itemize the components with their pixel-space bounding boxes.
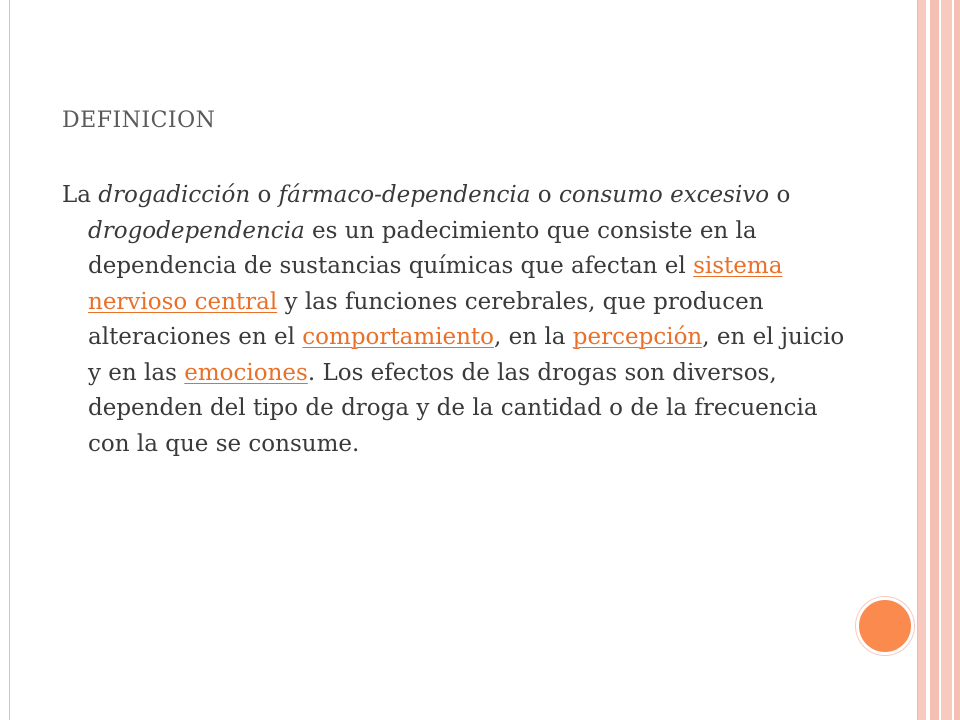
body-text-segment: es un padecimiento que consiste en la dependencia de sustancias químicas que afectan el xyxy=(88,217,757,279)
body-text-segment: o xyxy=(769,182,791,208)
body-text-segment: o xyxy=(250,182,279,208)
term-farmaco-dependencia: fármaco-dependencia xyxy=(278,182,531,208)
link-emociones[interactable]: emociones xyxy=(184,359,308,386)
decorative-circle xyxy=(856,597,914,655)
link-sistema-nervioso-central[interactable]: sistema nervioso central xyxy=(88,253,783,315)
decorative-stripe xyxy=(954,0,960,720)
body-text-segment: . Los efectos de las drogas son diversos, dependen del tipo de droga y de la cantidad o de la frecuencia con la que se consume. xyxy=(88,359,818,457)
definition-paragraph xyxy=(62,178,848,462)
body-text-segment: o xyxy=(530,182,559,208)
decorative-stripe xyxy=(941,0,952,720)
body-text-segment: y las funciones cerebrales, que producen alteraciones en el xyxy=(88,288,764,350)
link-comportamiento[interactable]: comportamiento xyxy=(302,324,495,350)
term-drogodependencia: drogodependencia xyxy=(88,217,305,244)
body-text-segment: La xyxy=(62,182,99,208)
body-text-segment: , en la xyxy=(494,324,573,350)
term-drogadiccion: drogadicción xyxy=(98,182,251,208)
body-text-segment: , en el juicio y en las xyxy=(88,324,845,386)
decorative-stripe xyxy=(918,0,926,720)
term-consumo-excesivo: consumo excesivo xyxy=(558,182,770,208)
link-percepcion[interactable]: percepción xyxy=(572,324,703,350)
decorative-stripe xyxy=(930,0,939,720)
slide-title: DEFINICION xyxy=(62,108,216,133)
